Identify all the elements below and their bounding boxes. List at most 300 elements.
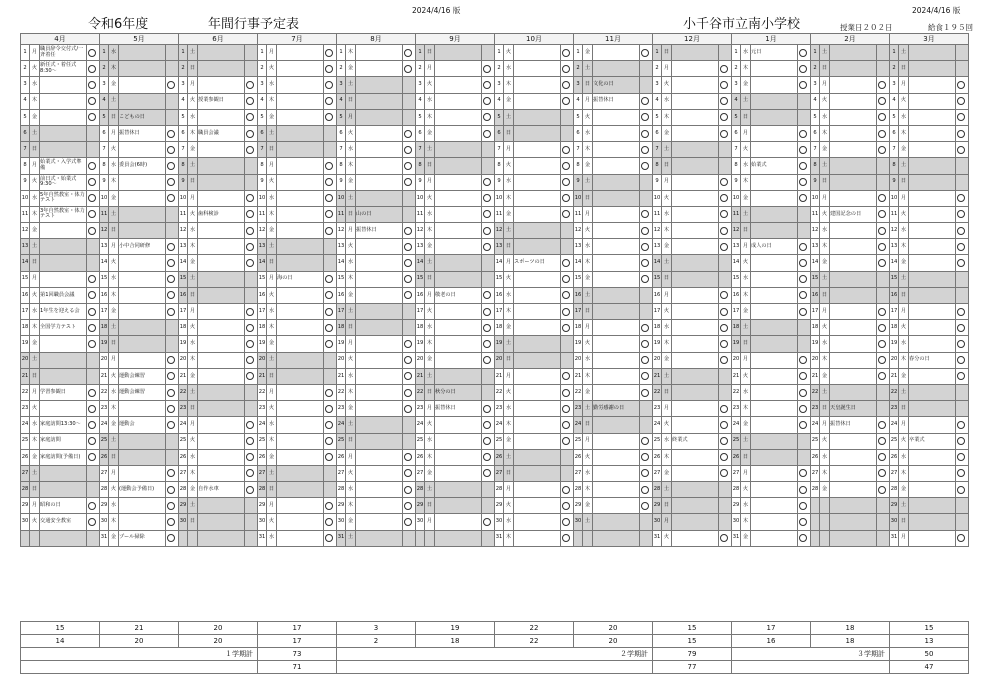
day-number: 11	[574, 206, 583, 222]
lunch-circle-icon	[167, 469, 175, 477]
lunch-circle-icon	[562, 372, 570, 380]
event-cell: 家庭訪問13:30～	[40, 417, 87, 433]
lunch-cell	[245, 239, 258, 255]
weekday: 日	[583, 304, 593, 320]
day-number: 29	[495, 498, 504, 514]
weekday: 金	[346, 401, 356, 417]
lunch-cell	[245, 45, 258, 61]
weekday: 月	[741, 465, 751, 481]
weekday: 火	[30, 61, 40, 77]
lunch-cell	[719, 287, 732, 303]
lunch-cell	[245, 223, 258, 239]
lunch-circle-icon	[404, 356, 412, 364]
weekday: 日	[346, 433, 356, 449]
day-number: 4	[337, 93, 346, 109]
day-number: 5	[732, 109, 741, 125]
lunch-cell	[798, 514, 811, 530]
event-cell	[40, 125, 87, 141]
lunch-cell	[956, 255, 969, 271]
event-cell: 山の日	[356, 206, 403, 222]
lunch-cell	[403, 449, 416, 465]
lunch-cell	[877, 514, 890, 530]
day-number: 12	[732, 223, 741, 239]
weekday: 日	[425, 384, 435, 400]
day-number: 21	[732, 368, 741, 384]
day-number: 15	[574, 271, 583, 287]
summary-value: 13	[890, 635, 969, 648]
lunch-circle-icon	[167, 259, 175, 267]
event-cell	[830, 304, 877, 320]
day-number: 11	[653, 206, 662, 222]
event-cell	[672, 498, 719, 514]
lunch-cell	[245, 206, 258, 222]
day-number: 13	[21, 239, 30, 255]
lunch-circle-icon	[799, 130, 807, 138]
weekday: 金	[188, 482, 198, 498]
lunch-circle-icon	[957, 437, 965, 445]
lunch-cell	[245, 514, 258, 530]
lunch-cell	[640, 352, 653, 368]
event-cell	[672, 320, 719, 336]
weekday: 土	[662, 255, 672, 271]
lunch-circle-icon	[246, 130, 254, 138]
day-number: 23	[732, 401, 741, 417]
lunch-cell	[166, 174, 179, 190]
lunch-circle-icon	[799, 291, 807, 299]
day-number: 12	[653, 223, 662, 239]
lunch-cell	[877, 384, 890, 400]
lunch-circle-icon	[878, 243, 886, 251]
month-header: 5月	[100, 34, 179, 45]
lunch-circle-icon	[325, 518, 333, 526]
term3-label: ３学期計	[732, 648, 890, 661]
lunch-circle-icon	[799, 259, 807, 267]
day-number: 26	[21, 449, 30, 465]
weekday: 月	[188, 304, 198, 320]
weekday: 金	[425, 352, 435, 368]
day-number: 13	[337, 239, 346, 255]
day-number: 2	[179, 61, 188, 77]
lunch-circle-icon	[88, 65, 96, 73]
weekday: 水	[899, 449, 909, 465]
event-cell	[672, 239, 719, 255]
event-cell	[119, 287, 166, 303]
lunch-cell	[561, 482, 574, 498]
weekday: 水	[741, 498, 751, 514]
day-number: 5	[811, 109, 820, 125]
weekday: 木	[30, 320, 40, 336]
event-cell	[119, 352, 166, 368]
lunch-circle-icon	[325, 162, 333, 170]
lunch-circle-icon	[957, 259, 965, 267]
weekday: 木	[109, 174, 119, 190]
day-number: 24	[574, 417, 583, 433]
event-cell	[198, 401, 245, 417]
weekday: 木	[662, 223, 672, 239]
lunch-cell	[482, 255, 495, 271]
weekday: 水	[425, 320, 435, 336]
event-cell	[751, 465, 798, 481]
day-number: 20	[890, 352, 899, 368]
weekday: 月	[820, 417, 830, 433]
weekday: 木	[267, 93, 277, 109]
event-cell: 振替休日	[435, 401, 482, 417]
day-number: 28	[416, 482, 425, 498]
day-number: 17	[21, 304, 30, 320]
event-cell	[277, 255, 324, 271]
lunch-cell	[403, 498, 416, 514]
event-cell	[672, 336, 719, 352]
day-number: 28	[811, 482, 820, 498]
lunch-cell	[561, 368, 574, 384]
lunch-circle-icon	[799, 178, 807, 186]
day-number: 29	[100, 498, 109, 514]
lunch-cell	[719, 514, 732, 530]
event-cell: 始業式・入学式準備	[40, 158, 87, 174]
lunch-cell	[561, 287, 574, 303]
day-number: 10	[574, 190, 583, 206]
lunch-cell	[245, 109, 258, 125]
summary-value: 15	[653, 622, 732, 635]
day-number: 28	[890, 482, 899, 498]
weekday: 金	[109, 190, 119, 206]
event-cell	[909, 287, 956, 303]
lunch-circle-icon	[720, 356, 728, 364]
event-cell	[356, 498, 403, 514]
day-number: 31	[732, 530, 741, 546]
lunch-circle-icon	[404, 259, 412, 267]
event-cell	[277, 190, 324, 206]
weekday: 火	[188, 206, 198, 222]
lunch-circle-icon	[720, 130, 728, 138]
day-number: 24	[258, 417, 267, 433]
day-number: 20	[574, 352, 583, 368]
event-cell	[514, 61, 561, 77]
summary-value: 20	[179, 622, 258, 635]
weekday	[820, 514, 830, 530]
lunch-cell	[403, 174, 416, 190]
event-cell	[435, 190, 482, 206]
weekday: 月	[820, 77, 830, 93]
lunch-cell	[877, 271, 890, 287]
day-number: 31	[337, 530, 346, 546]
event-cell	[40, 109, 87, 125]
day-number: 3	[732, 77, 741, 93]
weekday: 水	[899, 336, 909, 352]
weekday: 火	[425, 417, 435, 433]
lunch-circle-icon	[562, 194, 570, 202]
lunch-circle-icon	[641, 356, 649, 364]
event-cell	[830, 287, 877, 303]
weekday: 土	[741, 320, 751, 336]
lunch-cell	[87, 352, 100, 368]
event-cell	[830, 109, 877, 125]
lunch-cell	[798, 417, 811, 433]
lunch-cell	[877, 206, 890, 222]
weekday: 月	[109, 239, 119, 255]
lunch-circle-icon	[878, 372, 886, 380]
lunch-cell	[877, 45, 890, 61]
weekday: 土	[346, 417, 356, 433]
weekday: 月	[583, 320, 593, 336]
lunch-cell	[561, 304, 574, 320]
weekday: 月	[30, 271, 40, 287]
event-cell	[593, 223, 640, 239]
weekday: 火	[267, 514, 277, 530]
lunch-circle-icon	[720, 65, 728, 73]
day-number: 16	[890, 287, 899, 303]
lunch-circle-icon	[720, 291, 728, 299]
event-cell	[356, 304, 403, 320]
summary-value: 22	[495, 635, 574, 648]
event-cell	[514, 93, 561, 109]
lunch-cell	[324, 401, 337, 417]
lunch-cell	[956, 352, 969, 368]
day-number: 23	[100, 401, 109, 417]
day-number: 11	[100, 206, 109, 222]
day-number: 15	[100, 271, 109, 287]
weekday: 月	[30, 498, 40, 514]
lunch-circle-icon	[325, 65, 333, 73]
event-cell	[356, 465, 403, 481]
weekday: 木	[504, 530, 514, 546]
day-number: 28	[258, 482, 267, 498]
weekday: 土	[583, 514, 593, 530]
lunch-cell	[719, 482, 732, 498]
lunch-cell	[87, 304, 100, 320]
event-cell	[830, 93, 877, 109]
lunch-circle-icon	[88, 227, 96, 235]
lunch-cell	[877, 287, 890, 303]
lunch-circle-icon	[167, 243, 175, 251]
lunch-circle-icon	[88, 81, 96, 89]
day-number: 6	[337, 125, 346, 141]
weekday: 火	[267, 287, 277, 303]
weekday: 水	[30, 190, 40, 206]
lunch-cell	[561, 384, 574, 400]
lunch-cell	[324, 174, 337, 190]
day-number: 7	[337, 142, 346, 158]
lunch-cell	[798, 336, 811, 352]
event-cell	[198, 287, 245, 303]
lunch-cell	[482, 223, 495, 239]
weekday: 月	[267, 271, 277, 287]
day-row	[21, 336, 969, 352]
weekday: 月	[662, 401, 672, 417]
weekday: 日	[30, 142, 40, 158]
lunch-circle-icon	[641, 227, 649, 235]
day-number: 18	[732, 320, 741, 336]
day-number: 10	[337, 190, 346, 206]
weekday: 水	[504, 401, 514, 417]
weekday: 火	[741, 368, 751, 384]
lunch-circle-icon	[325, 291, 333, 299]
weekday: 土	[583, 61, 593, 77]
event-cell	[514, 368, 561, 384]
weekday: 月	[899, 530, 909, 546]
day-number: 4	[890, 93, 899, 109]
weekday: 木	[267, 433, 277, 449]
lunch-circle-icon	[641, 502, 649, 510]
lunch-circle-icon	[957, 243, 965, 251]
weekday: 金	[820, 255, 830, 271]
day-number: 23	[890, 401, 899, 417]
weekday: 月	[583, 93, 593, 109]
weekday: 金	[899, 482, 909, 498]
lunch-cell	[245, 352, 258, 368]
weekday: 木	[346, 271, 356, 287]
day-number: 23	[653, 401, 662, 417]
event-cell	[119, 174, 166, 190]
weekday: 日	[267, 255, 277, 271]
day-number: 2	[811, 61, 820, 77]
day-number: 16	[495, 287, 504, 303]
lunch-cell	[324, 514, 337, 530]
day-number	[574, 530, 583, 546]
event-cell	[514, 320, 561, 336]
day-row	[21, 174, 969, 190]
lunch-circle-icon	[562, 275, 570, 283]
weekday: 金	[109, 417, 119, 433]
lunch-circle-icon	[957, 130, 965, 138]
lunch-cell	[640, 304, 653, 320]
event-cell	[198, 109, 245, 125]
lunch-cell	[640, 255, 653, 271]
day-number: 23	[179, 401, 188, 417]
event-cell	[198, 465, 245, 481]
weekday	[425, 530, 435, 546]
event-cell	[277, 433, 324, 449]
event-cell	[277, 530, 324, 546]
event-cell: 第1回職員会議	[40, 287, 87, 303]
weekday: 金	[425, 125, 435, 141]
lunch-cell	[956, 158, 969, 174]
lunch-cell	[403, 465, 416, 481]
lunch-cell	[956, 174, 969, 190]
lunch-circle-icon	[799, 194, 807, 202]
event-cell	[40, 223, 87, 239]
day-number: 28	[495, 482, 504, 498]
summary-value: 22	[495, 622, 574, 635]
day-number: 7	[732, 142, 741, 158]
day-number: 12	[811, 223, 820, 239]
event-cell	[435, 125, 482, 141]
day-number: 13	[100, 239, 109, 255]
lunch-cell	[482, 142, 495, 158]
day-row	[21, 368, 969, 384]
lunch-cell	[87, 417, 100, 433]
lunch-circle-icon	[878, 453, 886, 461]
event-cell	[830, 239, 877, 255]
lunch-cell	[640, 125, 653, 141]
event-cell	[593, 465, 640, 481]
lunch-circle-icon	[878, 130, 886, 138]
day-number: 4	[100, 93, 109, 109]
day-number: 6	[416, 125, 425, 141]
lunch-cell	[245, 482, 258, 498]
lunch-cell	[245, 142, 258, 158]
event-cell: 全国学力テスト	[40, 320, 87, 336]
event-cell	[751, 433, 798, 449]
event-cell: 家庭訪問(予備日)	[40, 449, 87, 465]
day-number: 3	[21, 77, 30, 93]
day-number: 11	[732, 206, 741, 222]
weekday: 水	[267, 530, 277, 546]
school-name: 小千谷市立南小学校	[683, 17, 801, 32]
event-cell	[277, 304, 324, 320]
weekday: 木	[346, 384, 356, 400]
lunch-cell	[640, 401, 653, 417]
day-number: 19	[890, 336, 899, 352]
event-cell	[751, 417, 798, 433]
weekday: 日	[425, 271, 435, 287]
day-number: 18	[258, 320, 267, 336]
day-number: 6	[495, 125, 504, 141]
lunch-cell	[719, 45, 732, 61]
lunch-cell	[245, 190, 258, 206]
weekday: 木	[741, 174, 751, 190]
day-number: 11	[495, 206, 504, 222]
event-cell: スポーツの日	[514, 255, 561, 271]
day-row	[21, 514, 969, 530]
term2-spacer	[337, 661, 653, 674]
weekday: 月	[267, 384, 277, 400]
weekday: 土	[109, 433, 119, 449]
weekday: 月	[425, 514, 435, 530]
event-cell	[751, 271, 798, 287]
lunch-circle-icon	[325, 97, 333, 105]
day-number: 2	[495, 61, 504, 77]
event-cell	[830, 77, 877, 93]
lunch-cell	[482, 482, 495, 498]
day-number: 13	[416, 239, 425, 255]
lunch-circle-icon	[957, 356, 965, 364]
weekday: 日	[899, 401, 909, 417]
day-number: 14	[100, 255, 109, 271]
weekday: 火	[504, 384, 514, 400]
event-cell	[356, 514, 403, 530]
lunch-cell	[324, 433, 337, 449]
weekday: 日	[188, 514, 198, 530]
day-number: 22	[100, 384, 109, 400]
lunch-cell	[87, 401, 100, 417]
lunch-circle-icon	[720, 178, 728, 186]
day-number: 17	[416, 304, 425, 320]
lunch-cell	[877, 320, 890, 336]
weekday: 火	[662, 190, 672, 206]
lunch-cell	[87, 125, 100, 141]
lunch-circle-icon	[88, 324, 96, 332]
lunch-cell	[166, 142, 179, 158]
lunch-circle-icon	[720, 308, 728, 316]
lunch-circle-icon	[404, 178, 412, 186]
day-number: 27	[337, 465, 346, 481]
event-cell	[277, 174, 324, 190]
lunch-circle-icon	[325, 389, 333, 397]
weekday: 土	[188, 45, 198, 61]
day-number: 21	[495, 368, 504, 384]
event-cell	[119, 498, 166, 514]
day-number: 12	[179, 223, 188, 239]
day-row	[21, 223, 969, 239]
event-cell	[435, 109, 482, 125]
event-cell	[198, 320, 245, 336]
event-cell	[909, 368, 956, 384]
lunch-circle-icon	[483, 437, 491, 445]
day-number: 2	[890, 61, 899, 77]
event-cell	[672, 255, 719, 271]
day-number: 31	[258, 530, 267, 546]
